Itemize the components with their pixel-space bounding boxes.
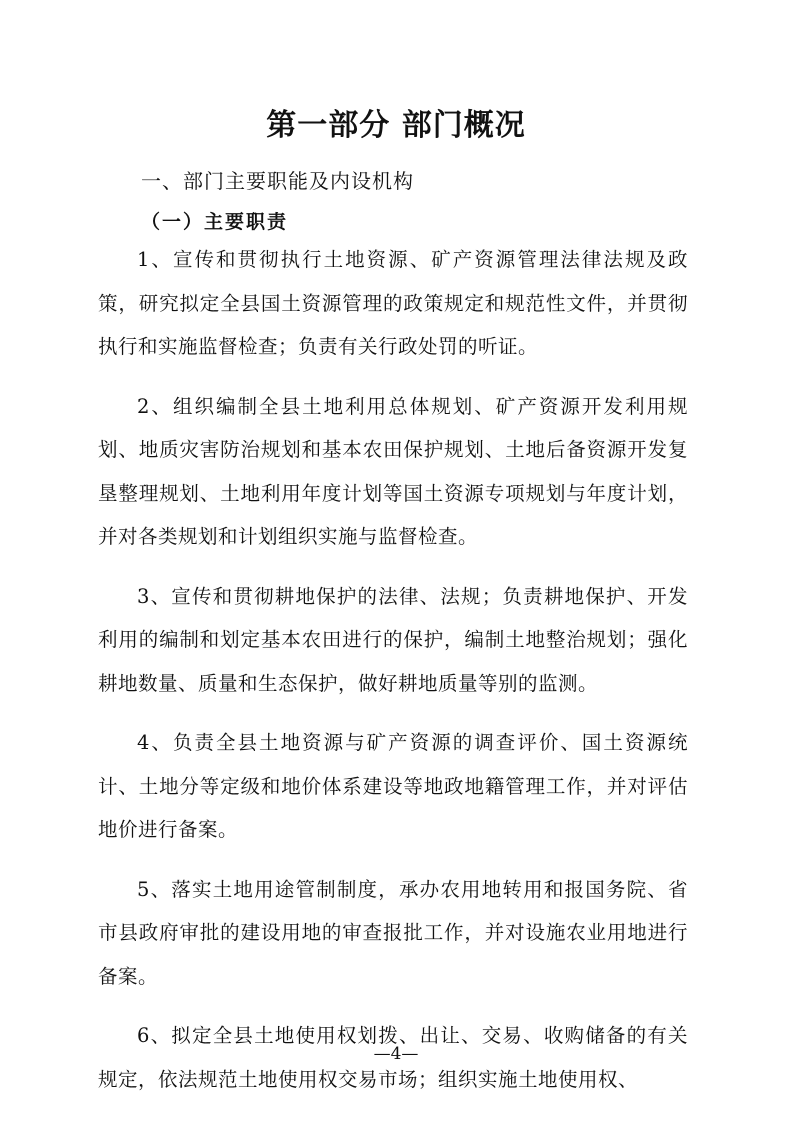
page-title: 第一部分 部门概况 [266, 108, 526, 143]
paragraph-3: 3、宣传和贯彻耕地保护的法律、法规；负责耕地保护、开发利用的编制和划定基本农田进行的保护，编制土地整治规划；强化耕地数量、质量和生态保护，做好耕地质量等别的监测。 [98, 584, 688, 695]
paragraph-5: 5、落实土地用途管制制度，承办农用地转用和报国务院、省市县政府审批的建设用地的审查报批工作，并对设施农业用地进行备案。 [98, 877, 688, 988]
paragraph-1: 1、宣传和贯彻执行土地资源、矿产资源管理法律法规及政策，研究拟定全县国土资源管理的政策规定和规范性文件，并贯彻执行和实施监督检查；负责有关行政处罚的听证。 [98, 248, 688, 358]
document-body [98, 238, 688, 1117]
section-heading: 一、部门主要职能及内设机构 [141, 169, 414, 193]
paragraph-6: 6、拟定全县土地使用权划拨、出让、交易、收购储备的有关规定，依法规范土地使用权交易市场；组织实施土地使用权、 [98, 1024, 688, 1091]
sub-heading: （一）主要职责 [141, 211, 289, 233]
page-number: —4— [373, 1044, 419, 1064]
paragraph-4: 4、负责全县土地资源与矿产资源的调查评价、国土资源统计、土地分等定级和地价体系建设等地政地籍管理工作，并对评估地价进行备案。 [98, 731, 688, 841]
paragraph-2: 2、组织编制全县土地利用总体规划、矿产资源开发利用规划、地质灾害防治规划和基本农田保护规划、土地后备资源开发复垦整理规划、土地利用年度计划等国土资源专项规划与年度计划，并对各类规划和计划组织实施与监督检查。 [98, 394, 688, 548]
